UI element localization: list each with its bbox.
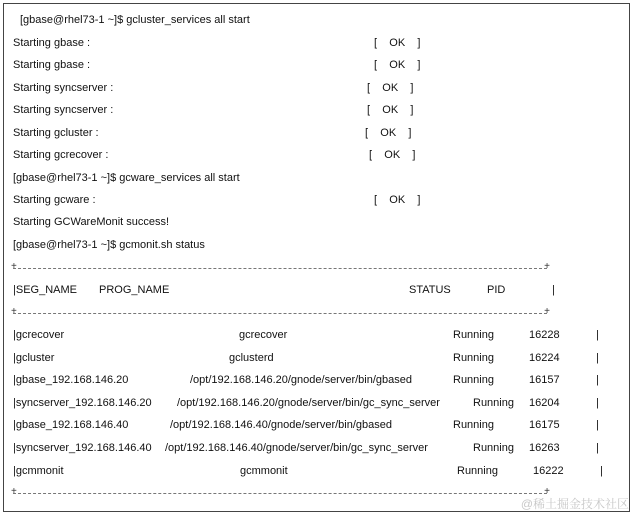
cell-bar: |: [596, 351, 599, 364]
output-line: Starting GCWareMonit success!: [13, 216, 170, 228]
cell-bar: |: [596, 419, 599, 432]
cell-prog: /opt/192.168.146.40/gnode/server/bin/gc_sync_server: [165, 442, 428, 454]
cell-status: Running: [453, 419, 494, 432]
cell-status: Running: [473, 396, 514, 409]
cell-pid: 16224: [529, 351, 560, 364]
cell-pid: 16263: [529, 442, 560, 454]
cell-seg: |gcluster: [13, 351, 55, 364]
cell-prog: /opt/192.168.146.40/gnode/server/bin/gbased: [170, 419, 393, 432]
cell-seg: |syncserver_192.168.146.20: [13, 396, 152, 409]
header-pid: PID: [487, 284, 506, 296]
cell-status: Running: [453, 351, 494, 364]
output-line: Starting gcware :: [13, 194, 96, 206]
cell-seg: |gcrecover: [13, 329, 65, 341]
cell-prog: gclusterd: [229, 351, 274, 364]
cell-status: Running: [457, 464, 498, 477]
ok-status: [ OK ]: [367, 104, 414, 116]
cell-seg: |gbase_192.168.146.40: [13, 419, 129, 432]
ok-status: [ OK ]: [374, 37, 421, 49]
table-border: [13, 313, 547, 314]
cell-seg: |syncserver_192.168.146.40: [13, 442, 152, 454]
ok-status: [ OK ]: [374, 194, 421, 206]
cell-bar: |: [596, 329, 599, 341]
command-line: [gbase@rhel73-1 ~]$ gcmonit.sh status: [13, 239, 205, 251]
cell-seg: |gbase_192.168.146.20: [13, 374, 129, 387]
header-seg-name: |SEG_NAME: [13, 284, 77, 296]
output-line: Starting gbase :: [13, 37, 91, 49]
header-prog-name: PROG_NAME: [99, 284, 170, 296]
output-line: Starting syncserver :: [13, 104, 114, 116]
cell-prog: gcmmonit: [240, 464, 288, 477]
header-status: STATUS: [409, 284, 451, 296]
cell-pid: 16228: [529, 329, 560, 341]
output-line: Starting gcluster :: [13, 127, 99, 139]
output-line: Starting gbase :: [13, 59, 91, 71]
cell-pid: 16204: [529, 396, 560, 409]
table-border: [13, 493, 547, 494]
cell-status: Running: [453, 374, 494, 387]
command-line: [gbase@rhel73-1 ~]$ gcware_services all start: [13, 172, 240, 184]
cell-status: Running: [473, 442, 514, 454]
ok-status: [ OK ]: [374, 59, 421, 71]
ok-status: [ OK ]: [369, 149, 416, 161]
cell-pid: 16175: [529, 419, 560, 432]
ok-status: [ OK ]: [367, 82, 414, 94]
cell-prog: /opt/192.168.146.20/gnode/server/bin/gc_sync_server: [177, 396, 440, 409]
cell-bar: |: [600, 464, 603, 477]
ok-status: [ OK ]: [365, 127, 412, 139]
table-border: [13, 268, 547, 269]
watermark: @稀土掘金技术社区: [520, 497, 629, 511]
cell-bar: |: [596, 442, 599, 454]
cell-bar: |: [596, 374, 599, 387]
cell-bar: |: [596, 396, 599, 409]
cell-pid: 16222: [533, 464, 564, 477]
output-line: Starting gcrecover :: [13, 149, 109, 161]
cell-pid: 16157: [529, 374, 560, 387]
cell-seg: |gcmmonit: [13, 464, 64, 477]
cell-prog: /opt/192.168.146.20/gnode/server/bin/gbased: [190, 374, 413, 387]
output-line: Starting syncserver :: [13, 82, 114, 94]
header-bar: |: [552, 284, 555, 296]
command-line: [gbase@rhel73-1 ~]$ gcluster_services all start: [20, 14, 250, 26]
terminal-output-frame: [3, 3, 630, 512]
cell-status: Running: [453, 329, 494, 341]
cell-prog: gcrecover: [239, 329, 288, 341]
